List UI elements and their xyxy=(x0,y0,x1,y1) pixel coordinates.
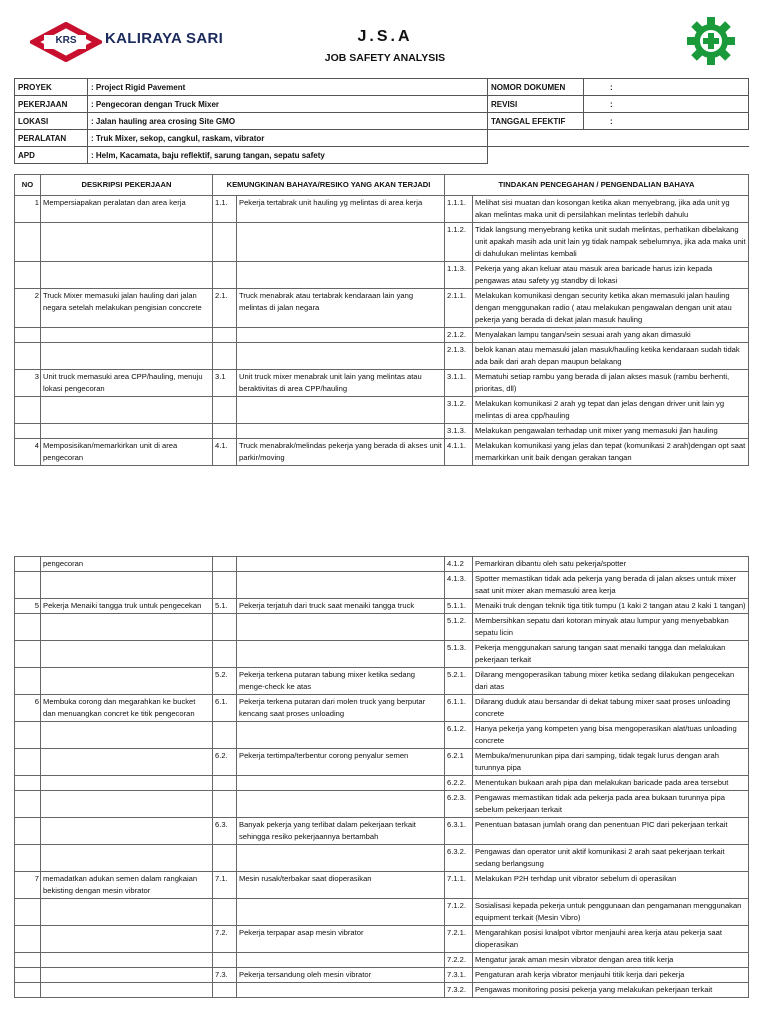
cell-no: 6 xyxy=(15,695,41,722)
cell-hazard xyxy=(237,899,445,926)
info-row xyxy=(15,130,749,147)
cell-control: Pekerja menggunakan sarung tangan saat menaiki tangga dan melakukan pekerjaan terkait xyxy=(473,641,749,668)
cell-hazard-code xyxy=(213,845,237,872)
cell-control-code: 1.1.1. xyxy=(445,196,473,223)
cell-no xyxy=(15,614,41,641)
cell-no xyxy=(15,791,41,818)
cell-control-code: 2.1.3. xyxy=(445,343,473,370)
cell-no xyxy=(15,223,41,262)
info-label: LOKASI xyxy=(15,113,88,130)
info-right-value: : xyxy=(584,96,749,113)
cell-control: Pengaturan arah kerja vibrator menjauhi titik kerja dari pekerja xyxy=(473,968,749,983)
table-row xyxy=(15,223,749,262)
info-row xyxy=(15,96,749,113)
cell-hazard-code: 3.1 xyxy=(213,370,237,397)
table-row xyxy=(15,983,749,998)
k3-safety-gear-icon xyxy=(686,16,736,66)
cell-hazard: Pekerja terkena putaran tabung mixer ketika sedang menge-check ke atas xyxy=(237,668,445,695)
cell-description xyxy=(41,983,213,998)
cell-hazard-code xyxy=(213,614,237,641)
cell-description xyxy=(41,926,213,953)
cell-hazard: Mesin rusak/terbakar saat dioperasikan xyxy=(237,872,445,899)
info-label: PROYEK xyxy=(15,79,88,96)
table-row xyxy=(15,370,749,397)
cell-no: 5 xyxy=(15,599,41,614)
cell-hazard-code: 1.1. xyxy=(213,196,237,223)
col-header-hazard: KEMUNGKINAN BAHAYA/RESIKO YANG AKAN TERJADI xyxy=(213,175,445,196)
table-row xyxy=(15,614,749,641)
cell-no xyxy=(15,572,41,599)
page-break-gap xyxy=(0,540,768,556)
cell-control: Penentuan batasan jumlah orang dan penentuan PIC dari pekerjaan terkait xyxy=(473,818,749,845)
cell-no xyxy=(15,343,41,370)
cell-description xyxy=(41,262,213,289)
table-row xyxy=(15,289,749,328)
cell-hazard-code xyxy=(213,899,237,926)
cell-hazard xyxy=(237,557,445,572)
cell-control: Pengawas dan operator unit aktif komunikasi 2 arah saat pekerjaan terkait sedang berlangsung xyxy=(473,845,749,872)
col-header-no: NO xyxy=(15,175,41,196)
cell-control: Menentukan bukaan arah pipa dan melakukan baricade pada area tersebut xyxy=(473,776,749,791)
cell-description xyxy=(41,953,213,968)
cell-control: Melakukan komunikasi dengan security ketika akan memasuki jalan hauling dengan menggunakan radio ( atau melakukan pengawalan dengan unit atau pekerja yang berada di dekat jalan masuk hauling xyxy=(473,289,749,328)
info-right-label: REVISI xyxy=(488,96,584,113)
cell-control: Pengawas memastikan tidak ada pekerja pada area bukaan turunnya pipa sebelum pekerjaan terkait xyxy=(473,791,749,818)
cell-control-code: 6.2.3. xyxy=(445,791,473,818)
cell-hazard xyxy=(237,572,445,599)
cell-control-code: 5.2.1. xyxy=(445,668,473,695)
table-row xyxy=(15,424,749,439)
cell-description xyxy=(41,776,213,791)
info-value: : Truk Mixer, sekop, cangkul, raskam, vibrator xyxy=(88,130,488,147)
cell-hazard-code xyxy=(213,343,237,370)
cell-description xyxy=(41,641,213,668)
cell-hazard-code xyxy=(213,776,237,791)
cell-no: 2 xyxy=(15,289,41,328)
cell-control: Dilarang mengoperasikan tabung mixer ketika sedang dilakukan pengecekan dari atas xyxy=(473,668,749,695)
cell-no xyxy=(15,899,41,926)
cell-control-code: 7.3.1. xyxy=(445,968,473,983)
cell-control: Melakukan komunikasi yang jelas dan tepat (komunikasi 2 arah)dengan opt saat memarkirkan unit baik dengan gerakan tangan xyxy=(473,439,749,466)
cell-hazard-code xyxy=(213,572,237,599)
cell-control-code: 7.2.2. xyxy=(445,953,473,968)
cell-control: Hanya pekerja yang kompeten yang bisa mengoperasikan alat/tuas unloading concrete xyxy=(473,722,749,749)
cell-hazard-code: 2.1. xyxy=(213,289,237,328)
cell-control: Melakukan komunikasi 2 arah yg tepat dan jelas dengan driver unit lain yg melintas di area cpp/hauling xyxy=(473,397,749,424)
cell-hazard: Truck menabrak atau tertabrak kendaraan lain yang melintas di jalan negara xyxy=(237,289,445,328)
cell-control-code: 1.1.3. xyxy=(445,262,473,289)
cell-control-code: 6.1.2. xyxy=(445,722,473,749)
cell-no xyxy=(15,845,41,872)
cell-no xyxy=(15,818,41,845)
cell-hazard: Truck menabrak/melindas pekerja yang berada di akses unit parkir/moving xyxy=(237,439,445,466)
table-row xyxy=(15,641,749,668)
info-right-value xyxy=(584,147,749,164)
table-row xyxy=(15,818,749,845)
cell-no xyxy=(15,983,41,998)
cell-control: Pekerja yang akan keluar atau masuk area baricade harus izin kepada pengawas atau safety yg standby di lokasi xyxy=(473,262,749,289)
table-row xyxy=(15,791,749,818)
cell-control: Melakukan P2H terhdap unit vibrator sebelum di operasikan xyxy=(473,872,749,899)
table-row xyxy=(15,968,749,983)
cell-hazard xyxy=(237,343,445,370)
cell-description: pengecoran xyxy=(41,557,213,572)
info-value: : Helm, Kacamata, baju reflektif, sarung tangan, sepatu safety xyxy=(88,147,488,164)
cell-no xyxy=(15,776,41,791)
cell-control: Menyalakan lampu tangan/sein sesuai arah yang akan dimasuki xyxy=(473,328,749,343)
cell-control-code: 1.1.2. xyxy=(445,223,473,262)
cell-description xyxy=(41,328,213,343)
cell-no: 4 xyxy=(15,439,41,466)
cell-hazard-code xyxy=(213,983,237,998)
cell-control: Dilarang duduk atau bersandar di dekat tabung mixer saat proses unloading concrete xyxy=(473,695,749,722)
cell-control-code: 5.1.1. xyxy=(445,599,473,614)
cell-control: Pemarkiran dibantu oleh satu pekerja/spotter xyxy=(473,557,749,572)
table-row xyxy=(15,749,749,776)
cell-hazard-code xyxy=(213,424,237,439)
cell-hazard: Pekerja terjatuh dari truck saat menaiki tangga truck xyxy=(237,599,445,614)
cell-hazard-code: 6.2. xyxy=(213,749,237,776)
cell-hazard-code: 7.2. xyxy=(213,926,237,953)
cell-hazard: Pekerja terkena putaran dari molen truck yang berputar kencang saat proses unloading xyxy=(237,695,445,722)
cell-no xyxy=(15,328,41,343)
jsa-table-page-2 xyxy=(14,556,749,998)
info-right-value: : xyxy=(584,79,749,96)
cell-control-code: 3.1.1. xyxy=(445,370,473,397)
cell-description xyxy=(41,899,213,926)
cell-hazard: Pekerja tersandung oleh mesin vibrator xyxy=(237,968,445,983)
cell-no xyxy=(15,424,41,439)
cell-description xyxy=(41,668,213,695)
cell-hazard-code xyxy=(213,262,237,289)
cell-hazard-code: 6.1. xyxy=(213,695,237,722)
company-logo xyxy=(30,22,224,62)
info-right-value xyxy=(584,130,749,147)
table-row xyxy=(15,845,749,872)
cell-description: Membuka corong dan megarahkan ke bucket dan menuangkan concret ke titik pengecoran xyxy=(41,695,213,722)
cell-description xyxy=(41,722,213,749)
table-row xyxy=(15,196,749,223)
table-row xyxy=(15,668,749,695)
cell-hazard-code xyxy=(213,328,237,343)
cell-description xyxy=(41,424,213,439)
table-row xyxy=(15,899,749,926)
cell-description xyxy=(41,397,213,424)
table-row xyxy=(15,397,749,424)
jsa-table-page-1 xyxy=(14,174,749,466)
table-row xyxy=(15,439,749,466)
cell-description: Mempersiapakan peralatan dan area kerja xyxy=(41,196,213,223)
cell-control: belok kanan atau memasuki jalan masuk/hauling ketika kendaraan sudah tidak ada baik dari arah depan maupun belakang xyxy=(473,343,749,370)
cell-hazard xyxy=(237,641,445,668)
cell-no: 3 xyxy=(15,370,41,397)
cell-no xyxy=(15,397,41,424)
cell-control-code: 2.1.2. xyxy=(445,328,473,343)
table-row xyxy=(15,328,749,343)
cell-control-code: 7.3.2. xyxy=(445,983,473,998)
cell-description xyxy=(41,845,213,872)
info-value: : Pengecoran dengan Truck Mixer xyxy=(88,96,488,113)
cell-control: Tidak langsung menyebrang ketika unit sudah melintas, perhatikan dibelakang unit apakah masih ada unit lain yg tidak nampak sebelumnya, jika ada maka unit di dahulukan melintas kembali xyxy=(473,223,749,262)
cell-description xyxy=(41,968,213,983)
cell-no xyxy=(15,557,41,572)
info-right-value: : xyxy=(584,113,749,130)
cell-hazard-code xyxy=(213,397,237,424)
cell-hazard-code: 4.1. xyxy=(213,439,237,466)
logo-abbr: KRS xyxy=(55,35,77,46)
cell-control: Spotter memastikan tidak ada pekerja yang berada di jalan akses untuk mixer saat unit mixer akan memasuki area kerja xyxy=(473,572,749,599)
info-right-label: TANGGAL EFEKTIF xyxy=(488,113,584,130)
info-value: : Project Rigid Pavement xyxy=(88,79,488,96)
document-header xyxy=(0,0,768,78)
cell-control-code: 7.1.1. xyxy=(445,872,473,899)
table-row xyxy=(15,953,749,968)
cell-no: 1 xyxy=(15,196,41,223)
cell-control: Melakukan pengawalan terhadap unit mixer yang memasuki jlan hauling xyxy=(473,424,749,439)
cell-hazard xyxy=(237,614,445,641)
cell-hazard xyxy=(237,791,445,818)
cell-hazard xyxy=(237,983,445,998)
cell-hazard-code: 7.3. xyxy=(213,968,237,983)
table-row xyxy=(15,599,749,614)
cell-no xyxy=(15,641,41,668)
cell-control-code: 5.1.3. xyxy=(445,641,473,668)
cell-control-code: 7.2.1. xyxy=(445,926,473,953)
cell-hazard xyxy=(237,328,445,343)
project-info-table xyxy=(14,78,749,164)
cell-control-code: 6.1.1. xyxy=(445,695,473,722)
cell-control: Menaiki truk dengan teknik tiga titik tumpu (1 kaki 2 tangan atau 2 kaki 1 tangan) xyxy=(473,599,749,614)
cell-control: Sosialisasi kepada pekerja untuk penggunaan dan pengamanan menggunakan equipment terkait (Mesin Vibro) xyxy=(473,899,749,926)
cell-control: Mengatur jarak aman mesin vibrator dengan area titik kerja xyxy=(473,953,749,968)
cell-hazard: Banyak pekerja yang terlibat dalam pekerjaan terkait sehingga resiko pekerjaannya bertambah xyxy=(237,818,445,845)
cell-hazard-code: 5.1. xyxy=(213,599,237,614)
table-row xyxy=(15,872,749,899)
cell-control-code: 3.1.3. xyxy=(445,424,473,439)
table-row xyxy=(15,262,749,289)
cell-hazard-code xyxy=(213,791,237,818)
cell-description xyxy=(41,818,213,845)
table-row xyxy=(15,926,749,953)
cell-description: Memposisikan/memarkirkan unit di area pengecoran xyxy=(41,439,213,466)
document-subtitle: JOB SAFETY ANALYSIS xyxy=(324,52,446,64)
document-title: J.S.A xyxy=(357,28,413,45)
table-row xyxy=(15,722,749,749)
cell-hazard: Pekerja tertimpa/terbentur corong penyalur semen xyxy=(237,749,445,776)
cell-control-code: 4.1.2 xyxy=(445,557,473,572)
cell-hazard-code xyxy=(213,223,237,262)
info-right-label xyxy=(488,147,584,164)
info-right-label xyxy=(488,130,584,147)
cell-description: Truck Mixer memasuki jalan hauling dari jalan negara setelah melakukan pengisian conccrete xyxy=(41,289,213,328)
cell-no: 7 xyxy=(15,872,41,899)
table-row xyxy=(15,695,749,722)
cell-control-code: 4.1.1. xyxy=(445,439,473,466)
cell-description xyxy=(41,791,213,818)
cell-hazard xyxy=(237,262,445,289)
cell-description xyxy=(41,572,213,599)
cell-hazard-code: 6.3. xyxy=(213,818,237,845)
cell-description xyxy=(41,749,213,776)
cell-hazard xyxy=(237,776,445,791)
cell-description: Unit truck memasuki area CPP/hauling, menuju lokasi pengecoran xyxy=(41,370,213,397)
cell-description xyxy=(41,614,213,641)
cell-no xyxy=(15,722,41,749)
cell-hazard xyxy=(237,424,445,439)
cell-hazard xyxy=(237,845,445,872)
cell-hazard xyxy=(237,397,445,424)
table-row xyxy=(15,572,749,599)
cell-hazard: Unit truck mixer menabrak unit lain yang melintas atau beraktivitas di area CPP/hauling xyxy=(237,370,445,397)
info-label: APD xyxy=(15,147,88,164)
info-row xyxy=(15,79,749,96)
cell-hazard xyxy=(237,722,445,749)
table-row xyxy=(15,557,749,572)
cell-hazard-code xyxy=(213,557,237,572)
cell-hazard-code: 5.2. xyxy=(213,668,237,695)
cell-hazard-code xyxy=(213,722,237,749)
cell-hazard xyxy=(237,953,445,968)
cell-control-code: 2.1.1. xyxy=(445,289,473,328)
cell-hazard-code xyxy=(213,953,237,968)
cell-no xyxy=(15,262,41,289)
col-header-description: DESKRIPSI PEKERJAAN xyxy=(41,175,213,196)
cell-description: memadatkan adukan semen dalam rangkaian bekisting dengan mesin vibrator xyxy=(41,872,213,899)
info-label: PEKERJAAN xyxy=(15,96,88,113)
cell-description xyxy=(41,343,213,370)
cell-hazard: Pekerja tertabrak unit hauling yg melintas di area kerja xyxy=(237,196,445,223)
col-header-control: TINDAKAN PENCEGAHAN / PENGENDALIAN BAHAYA xyxy=(445,175,749,196)
cell-description: Pekerja Menaiki tangga truk untuk pengecekan xyxy=(41,599,213,614)
cell-control: Melihat sisi muatan dan kosongan ketika akan menyebrang, jika ada unit yg akan melintas maka unit di persilahkan melintas terlebih dahulu xyxy=(473,196,749,223)
cell-hazard: Pekerja terpapar asap mesin vibrator xyxy=(237,926,445,953)
info-row xyxy=(15,147,749,164)
cell-no xyxy=(15,749,41,776)
info-row xyxy=(15,113,749,130)
info-right-label: NOMOR DOKUMEN xyxy=(488,79,584,96)
table-header-row xyxy=(15,175,749,196)
cell-control: Pengawas monitoring posisi pekerja yang melakukan pekerjaan terkait xyxy=(473,983,749,998)
cell-control-code: 6.3.2. xyxy=(445,845,473,872)
cell-control-code: 6.3.1. xyxy=(445,818,473,845)
info-value: : Jalan hauling area crosing Site GMO xyxy=(88,113,488,130)
cell-control: Membuka/menurunkan pipa dari samping, tidak tegak lurus dengan arah turunnya pipa xyxy=(473,749,749,776)
cell-hazard xyxy=(237,223,445,262)
cell-control-code: 7.1.2. xyxy=(445,899,473,926)
cell-description xyxy=(41,223,213,262)
cell-control-code: 3.1.2. xyxy=(445,397,473,424)
cell-hazard-code: 7.1. xyxy=(213,872,237,899)
cell-no xyxy=(15,668,41,695)
cell-hazard-code xyxy=(213,641,237,668)
cell-control: Mengarahkan posisi knalpot vibrtor menjauhi area kerja atau pekerja saat dioperasikan xyxy=(473,926,749,953)
table-row xyxy=(15,343,749,370)
cell-no xyxy=(15,926,41,953)
table-row xyxy=(15,776,749,791)
info-label: PERALATAN xyxy=(15,130,88,147)
cell-control-code: 6.2.1 xyxy=(445,749,473,776)
company-name: KALIRAYA SARI xyxy=(105,30,224,47)
cell-no xyxy=(15,953,41,968)
cell-control: Mematuhi setiap rambu yang berada di jalan akses masuk (rambu berhenti, prioritas, dll) xyxy=(473,370,749,397)
cell-control-code: 4.1.3. xyxy=(445,572,473,599)
cell-no xyxy=(15,968,41,983)
cell-control-code: 6.2.2. xyxy=(445,776,473,791)
cell-control-code: 5.1.2. xyxy=(445,614,473,641)
cell-control: Membersihkan sepatu dari kotoran minyak atau lumpur yang menyebabkan sepatu licin xyxy=(473,614,749,641)
